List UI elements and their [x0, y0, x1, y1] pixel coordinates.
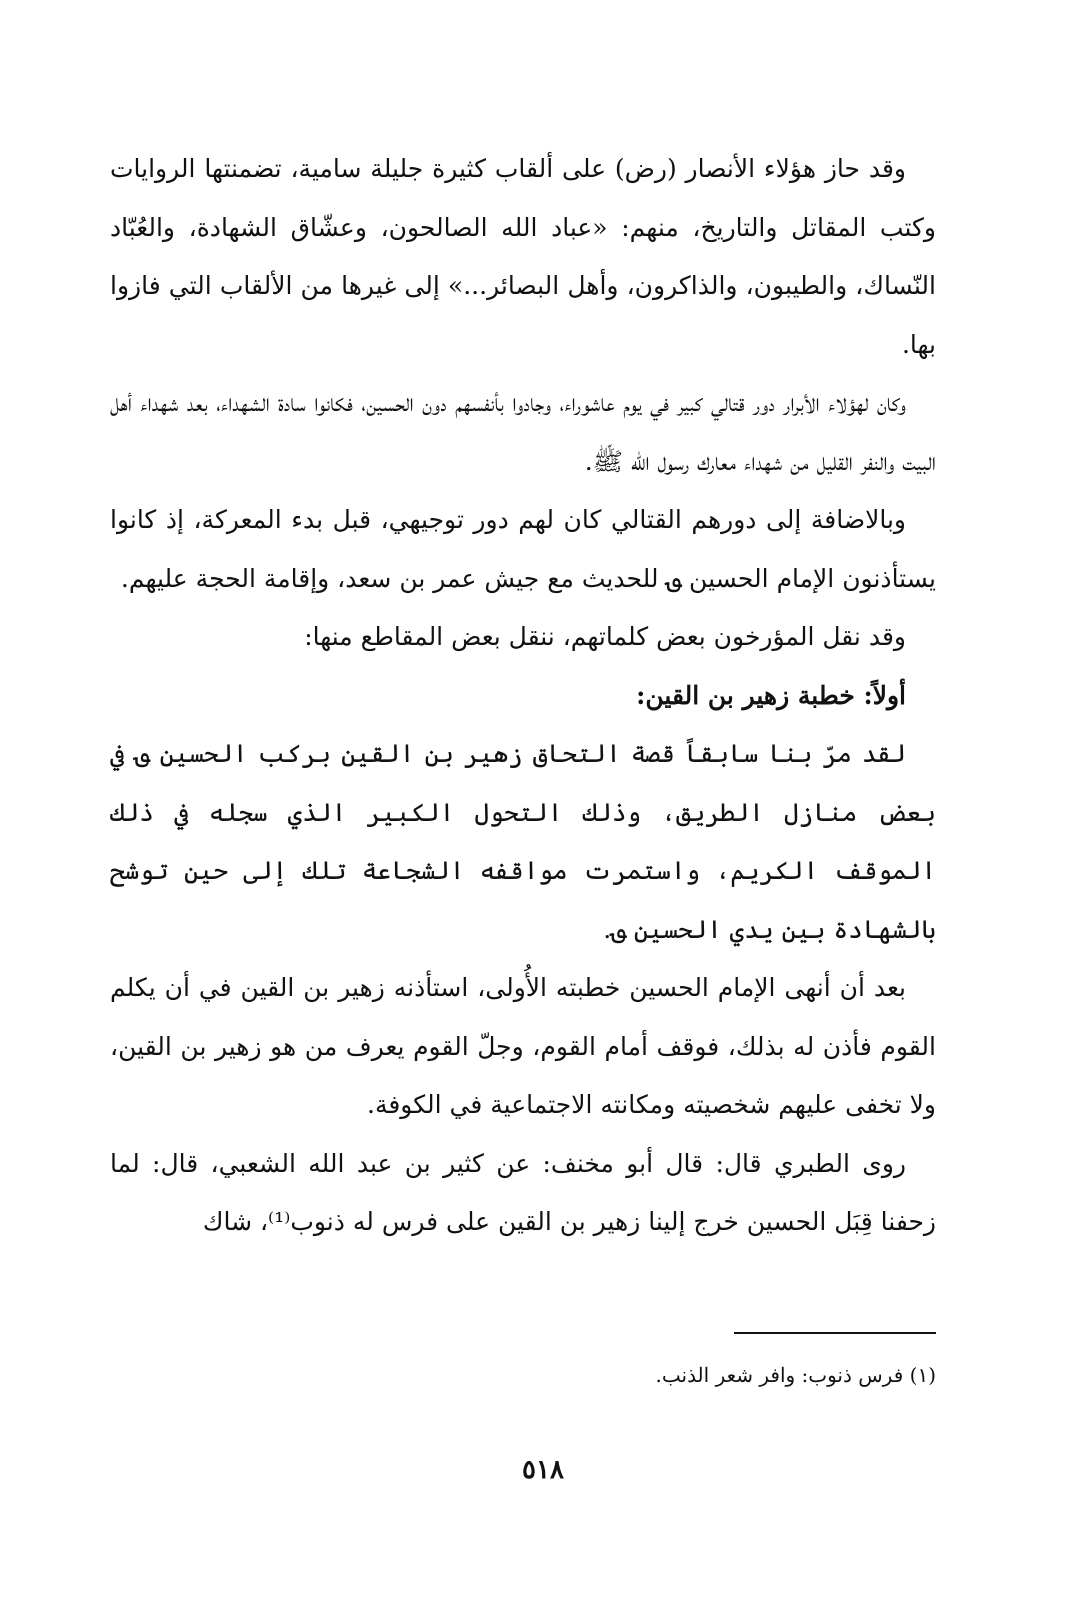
paragraph-historians: وقد نقل المؤرخون بعض كلماتهم، ننقل بعض المقاطع منها: [304, 622, 906, 651]
paragraph-role: وكان لهؤلاء الأبرار دور قتالي كبير في يوم عاشوراء، وجادوا بأنفسهم دون الحسين، فكانوا سادة الشهداء، بعد شهداء أهل البيت والنفر القليل من شهداء معارك رسول الله ﷺ. [110, 388, 936, 476]
section-heading: أولاً: خطبة زهير بن القين: [636, 680, 906, 710]
paragraph-guidance: وبالاضافة إلى دورهم القتالي كان لهم دور توجيهي، قبل بدء المعركة، إذ كانوا يستأذنون الإمام الحسين ؈ للحديث مع جيش عمر بن سعد، وإقامة الحجة عليهم. [110, 505, 936, 593]
paragraph-titles: وقد حاز هؤلاء الأنصار (رض) على ألقاب كثيرة جليلة سامية، تضمنتها الروايات وكتب المقاتل والتاريخ، منهم: «عباد الله الصالحون، وعشّاق الشهادة، والعُبّاد النّساك، والطيبون، والذاكرون، وأهل البصائر...» إلى غيرها من الألقاب التي فازوا بها. [110, 154, 936, 359]
footnote: (١) فرس ذنوب: وافر شعر الذنب. [655, 1363, 936, 1387]
page-number: ٥١٨ [522, 1455, 564, 1485]
footnote-divider [734, 1332, 936, 1334]
body-text [110, 140, 936, 1252]
paragraph-zuhair-speech: بعد أن أنهى الإمام الحسين خطبته الأُولى، استأذنه زهير بن القين في أن يكلم القوم فأذن له بذلك، فوقف أمام القوم، وجلّ القوم يعرف من هو زهير بن القين، ولا تخفى عليهم شخصيته ومكانته الاجتماعية في الكوفة. [110, 973, 936, 1119]
paragraph-tabari: روى الطبري قال: قال أبو مخنف: عن كثير بن عبد الله الشعبي، قال: لما زحفنا قِبَل الحسين خرج إلينا زهير بن القين على فرس له ذنوب⁽¹⁾، شاك [110, 1148, 936, 1236]
paragraph-zuhair-story: لقد مرّ بنا سابقاً قصة التحاق زهير بن القين بركب الحسين ؈ في بعض منازل الطريق، وذلك التحول الكبير الذي سجله في ذلك الموقف الكريم، واستمرت مواقفه الشجاعة تلك إلى حين توشح بالشهادة بين يدي الحسين ؈. [110, 739, 936, 944]
